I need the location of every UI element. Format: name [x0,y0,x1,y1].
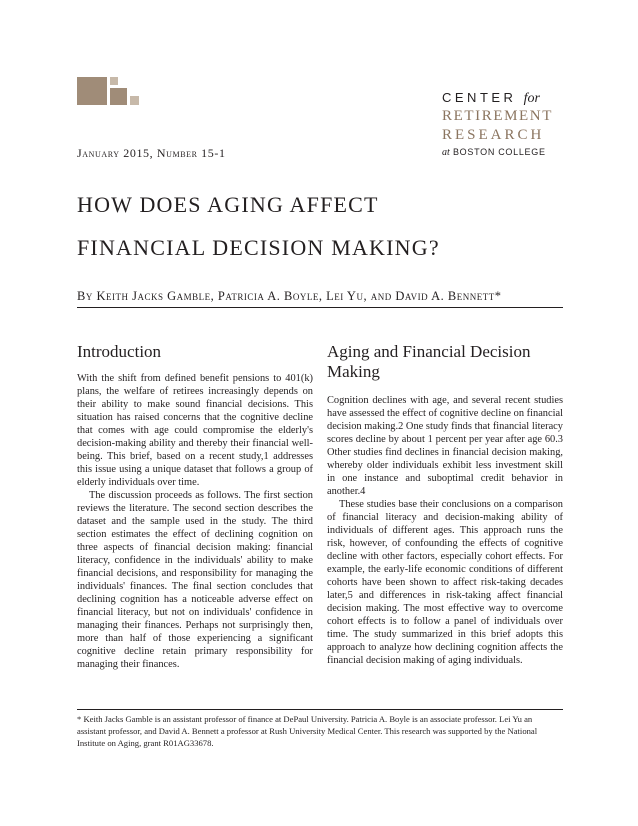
paragraph: With the shift from defined benefit pensions to 401(k) plans, the welfare of retirees increasingly depends on their ability to make sound financial decisions. This situation has raised concerns that the cognitive decline that comes with age could compromise the elderly's decision-making ability and thereby their financial well-being. This brief, based on a recent study,1 addresses this issue using a unique dataset that follows a group of elderly individuals over time. [77,373,313,488]
logo-college-text: BOSTON COLLEGE [452,147,546,157]
page-title-line2: FINANCIAL DECISION MAKING? [77,235,440,260]
logo-research-text: RESEARCH [442,127,545,143]
right-column [327,342,563,667]
left-column [77,342,313,671]
paragraph: The discussion proceeds as follows. The first section reviews the literature. The second section describes the dataset and the sample used in the study. The third section estimates the effect of declining cognition on three aspects of financial decision making: financial literacy, confidence in the individuals' ability to make financial decisions, and responsibility for managing the individuals' finances. The final section concludes that declining cognition has a noticeable adverse effect on financial literacy, but not on individuals' confidence in managing their finances. Perhaps not surprisingly then, more than half of those experiencing a significant cognitive decline retain primary responsibility for managing their finances. [77,490,313,670]
decorative-square [110,77,118,85]
page-title-line1: HOW DOES AGING AFFECT [77,192,379,217]
decorative-square [110,88,127,105]
footnote [77,713,563,749]
paragraph: Cognition declines with age, and several recent studies have assessed the effect of cognitive decline on financial decision making.2 One study finds that financial literacy scores decline by about 1 percent per year after age 60.3 Other studies find declines in financial decision making, whereby older individuals exhibit less investment skill in one instance and suboptimal credit behavior in another.4 [327,395,563,497]
logo-at-text: at [442,147,450,158]
section-heading-introduction: Introduction [77,342,162,361]
paragraph: These studies base their conclusions on a comparison of financial literacy and decision-making ability of individuals of different ages. This approach runs the risk, however, of confounding the effects of cognitive decline with other factors, especially cohort effects. For example, the early-life economic conditions of different cohorts have been shown to affect risk-taking decades later,5 and differences in risk-taking affect financial decision making. The most effective way to overcome cohort effects is to follow a panel of individuals over time. The study summarized in this brief adopts this approach to analyze how declining cognition affects the financial decision making of aging individuals. [327,499,563,666]
footnote-text: * Keith Jacks Gamble is an assistant professor of finance at DePaul University. Patricia A. Boyle is an associate professor. Lei Yu an assistant professor, and David A. Bennett a professor at Rush University Medical Center. This research was supported by the National Institute on Aging, grant R01AG33678. [77,714,538,748]
decorative-square [130,96,139,105]
logo-retirement-text: RETIREMENT [442,108,553,124]
title-divider [77,307,563,308]
authors-byline: By Keith Jacks Gamble, Patricia A. Boyle, Lei Yu, and David A. Bennett* [77,289,502,303]
decorative-square [77,77,107,105]
footnote-divider [77,709,563,710]
issue-date: January 2015, Number 15-1 [77,146,226,160]
section-heading-aging: Aging and Financial Decision Making [327,342,531,381]
logo-for-text: for [523,91,540,106]
logo-center-text: CENTER [442,90,517,105]
